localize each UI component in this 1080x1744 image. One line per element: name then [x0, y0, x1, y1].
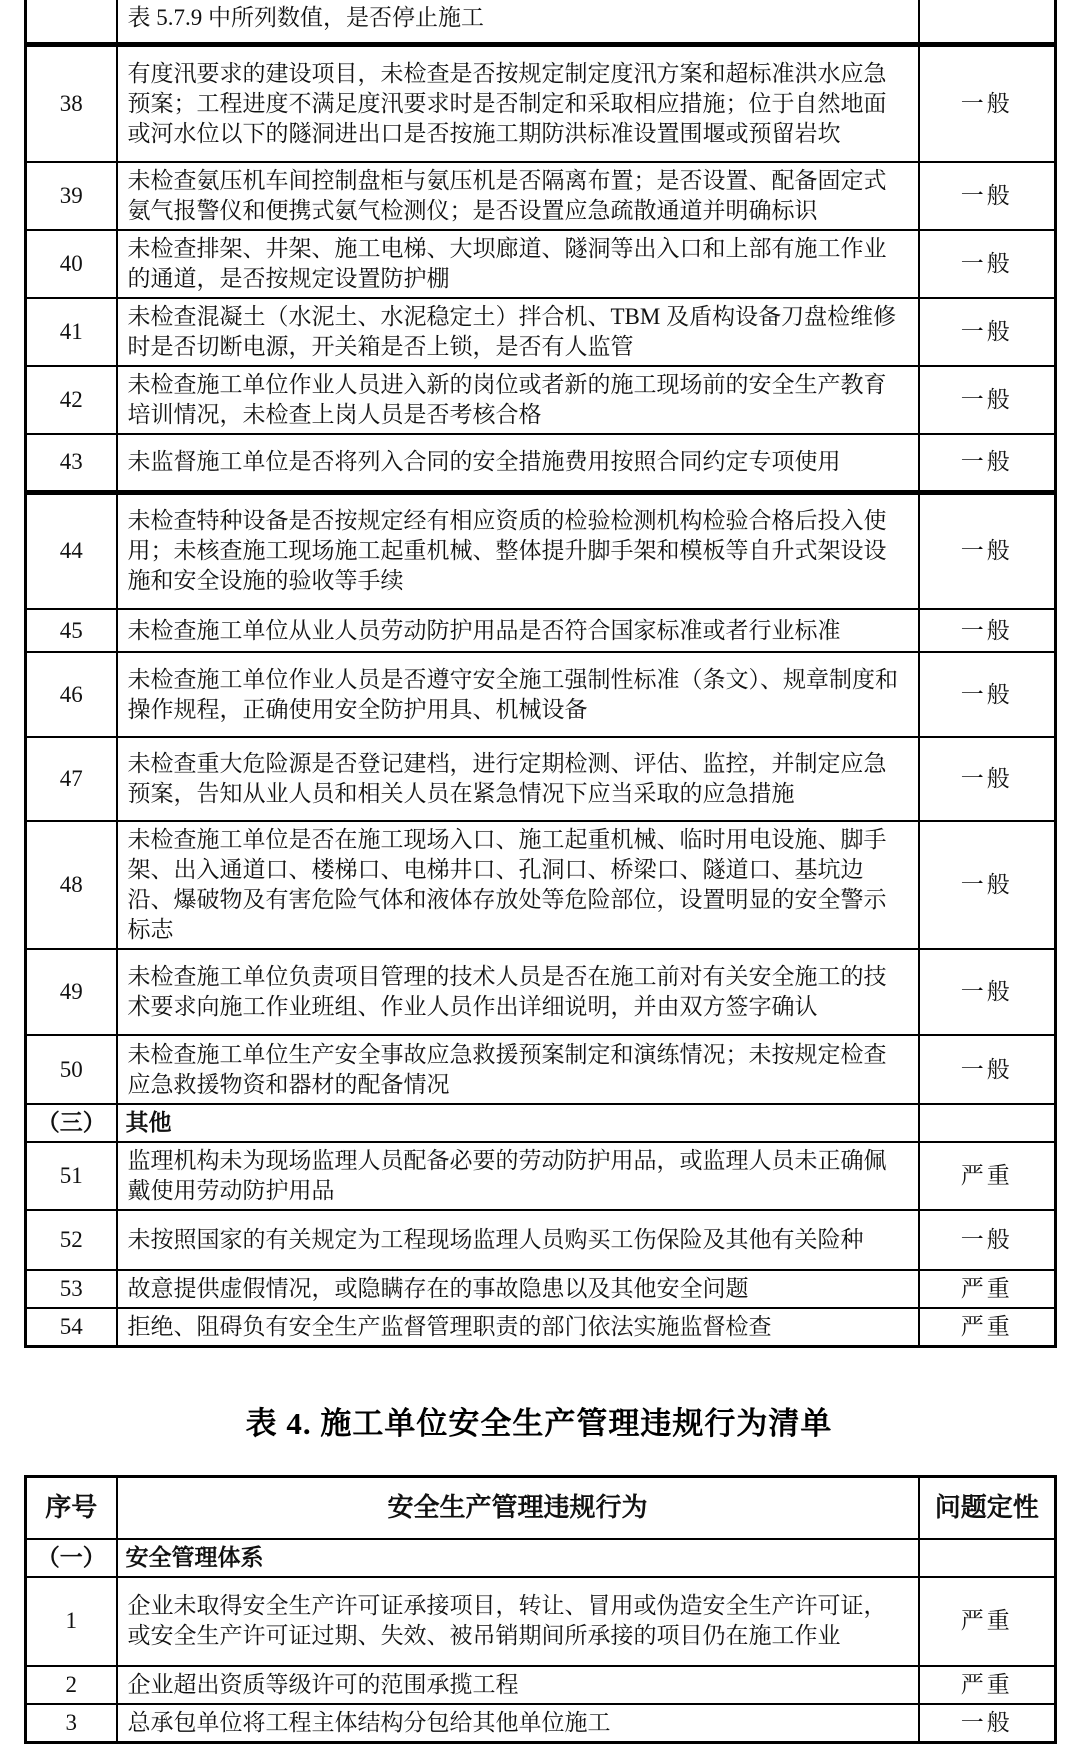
row-number-cell: 38 — [26, 44, 117, 162]
construction-unit-violations-table — [24, 1475, 1057, 1744]
row-number-cell: 47 — [26, 737, 117, 821]
row-number-cell: 2 — [26, 1666, 117, 1704]
header-number: 序号 — [26, 1477, 117, 1539]
violation-text-cell: 未按照国家的有关规定为工程现场监理人员购买工伤保险及其他有关险种 — [117, 1210, 919, 1270]
severity-cell: 一般 — [919, 434, 1056, 492]
severity-cell: 严重 — [919, 1577, 1056, 1666]
table-row-2 — [26, 1666, 1056, 1704]
severity-cell: 一般 — [919, 1035, 1056, 1104]
violation-text-cell: 未监督施工单位是否将列入合同的安全措施费用按照合同约定专项使用 — [117, 434, 919, 492]
violation-text-cell: 未检查施工单位作业人员是否遵守安全施工强制性标准（条文）、规章制度和操作规程，正确使用安全防护用具、机械设备 — [117, 652, 919, 737]
severity-cell: 严重 — [919, 1308, 1056, 1347]
severity-cell: 一般 — [919, 949, 1056, 1035]
table-row-48 — [26, 821, 1056, 949]
severity-cell — [919, 1104, 1056, 1142]
severity-cell: 一般 — [919, 821, 1056, 949]
violation-text-cell: 未检查混凝土（水泥土、水泥稳定土）拌合机、TBM 及盾构设备刀盘检维修时是否切断电源，开关箱是否上锁，是否有人监管 — [117, 298, 919, 366]
severity-cell: 一般 — [919, 298, 1056, 366]
violation-text-cell: 拒绝、阻碍负有安全生产监督管理职责的部门依法实施监督检查 — [117, 1308, 919, 1347]
table-row-41 — [26, 298, 1056, 366]
violation-text-cell: 未检查施工单位生产安全事故应急救援预案制定和演练情况；未按规定检查应急救援物资和器材的配备情况 — [117, 1035, 919, 1104]
violation-text-cell: 未检查氨压机车间控制盘柜与氨压机是否隔离布置；是否设置、配备固定式氨气报警仪和便携式氨气检测仪；是否设置应急疏散通道并明确标识 — [117, 162, 919, 230]
row-number-cell: 44 — [26, 492, 117, 609]
section-row-safety-management-system — [26, 1539, 1056, 1577]
row-number-cell: 53 — [26, 1270, 117, 1308]
severity-cell: 一般 — [919, 44, 1056, 162]
table-row-45 — [26, 609, 1056, 652]
row-number-cell: 43 — [26, 434, 117, 492]
table-row-43 — [26, 434, 1056, 492]
table-row-39 — [26, 162, 1056, 230]
severity-cell: 严重 — [919, 1142, 1056, 1210]
section-row-others — [26, 1104, 1056, 1142]
table-row-49 — [26, 949, 1056, 1035]
section-label-cell: 其他 — [117, 1104, 919, 1142]
section-number-cell: （一） — [26, 1539, 117, 1577]
severity-cell: 严重 — [919, 1666, 1056, 1704]
row-number-cell: 52 — [26, 1210, 117, 1270]
table-row-52 — [26, 1210, 1056, 1270]
violation-text-cell: 企业未取得安全生产许可证承接项目，转让、冒用或伪造安全生产许可证，或安全生产许可证过期、失效、被吊销期间所承接的项目仍在施工作业 — [117, 1577, 919, 1666]
severity-cell: 一般 — [919, 366, 1056, 434]
row-number-cell: 41 — [26, 298, 117, 366]
violation-text-cell: 监理机构未为现场监理人员配备必要的劳动防护用品，或监理人员未正确佩戴使用劳动防护用品 — [117, 1142, 919, 1210]
violation-text-cell: 未检查排架、井架、施工电梯、大坝廊道、隧洞等出入口和上部有施工作业的通道，是否按规定设置防护棚 — [117, 230, 919, 298]
violation-text-cell: 未检查施工单位从业人员劳动防护用品是否符合国家标准或者行业标准 — [117, 609, 919, 652]
row-number-cell: 51 — [26, 1142, 117, 1210]
violation-text-cell: 总承包单位将工程主体结构分包给其他单位施工 — [117, 1704, 919, 1743]
violation-text-cell: 表 5.7.9 中所列数值，是否停止施工 — [117, 0, 919, 44]
violation-text-cell: 未检查重大危险源是否登记建档，进行定期检测、评估、监控，并制定应急预案，告知从业人员和相关人员在紧急情况下应当采取的应急措施 — [117, 737, 919, 821]
violation-text-cell: 企业超出资质等级许可的范围承揽工程 — [117, 1666, 919, 1704]
table-row-47 — [26, 737, 1056, 821]
table-header-row — [26, 1477, 1056, 1539]
severity-cell: 一般 — [919, 737, 1056, 821]
row-number-cell: 48 — [26, 821, 117, 949]
table-row-37-continued — [26, 0, 1056, 44]
table-row-44 — [26, 492, 1056, 609]
table-row-46 — [26, 652, 1056, 737]
violation-text-cell: 未检查施工单位负责项目管理的技术人员是否在施工前对有关安全施工的技术要求向施工作业班组、作业人员作出详细说明，并由双方签字确认 — [117, 949, 919, 1035]
supervision-violations-table — [24, 0, 1057, 1348]
table-row-40 — [26, 230, 1056, 298]
table-row-51 — [26, 1142, 1056, 1210]
violation-text-cell: 未检查施工单位是否在施工现场入口、施工起重机械、临时用电设施、脚手架、出入通道口、楼梯口、电梯井口、孔洞口、桥梁口、隧道口、基坑边沿、爆破物及有害危险气体和液体存放处等危险部位，设置明显的安全警示标志 — [117, 821, 919, 949]
violation-text-cell: 故意提供虚假情况，或隐瞒存在的事故隐患以及其他安全问题 — [117, 1270, 919, 1308]
severity-cell: 一般 — [919, 162, 1056, 230]
header-problem-classification: 问题定性 — [919, 1477, 1056, 1539]
severity-cell: 一般 — [919, 609, 1056, 652]
table-row-50 — [26, 1035, 1056, 1104]
table4-title: 表 4. 施工单位安全生产管理违规行为清单 — [245, 1406, 833, 1441]
table-row-53 — [26, 1270, 1056, 1308]
row-number-cell — [26, 0, 117, 44]
row-number-cell: 42 — [26, 366, 117, 434]
severity-cell: 一般 — [919, 1704, 1056, 1743]
severity-cell: 一般 — [919, 1210, 1056, 1270]
severity-cell: 严重 — [919, 1270, 1056, 1308]
severity-cell: 一般 — [919, 230, 1056, 298]
table-row-54 — [26, 1308, 1056, 1347]
row-number-cell: 45 — [26, 609, 117, 652]
violation-text-cell: 有度汛要求的建设项目，未检查是否按规定制定度汛方案和超标准洪水应急预案；工程进度不满足度汛要求时是否制定和采取相应措施；位于自然地面或河水位以下的隧洞进出口是否按施工期防洪标准设置围堰或预留岩坎 — [117, 44, 919, 162]
table-row-3 — [26, 1704, 1056, 1743]
severity-cell: 一般 — [919, 492, 1056, 609]
row-number-cell: 40 — [26, 230, 117, 298]
header-violation-behavior: 安全生产管理违规行为 — [117, 1477, 919, 1539]
severity-cell: 一般 — [919, 652, 1056, 737]
violation-text-cell: 未检查施工单位作业人员进入新的岗位或者新的施工现场前的安全生产教育培训情况，未检查上岗人员是否考核合格 — [117, 366, 919, 434]
severity-cell — [919, 0, 1056, 44]
table-row-1 — [26, 1577, 1056, 1666]
section-label-cell: 安全管理体系 — [117, 1539, 919, 1577]
violation-text-cell: 未检查特种设备是否按规定经有相应资质的检验检测机构检验合格后投入使用；未核查施工现场施工起重机械、整体提升脚手架和模板等自升式架设设施和安全设施的验收等手续 — [117, 492, 919, 609]
table-row-38 — [26, 44, 1056, 162]
row-number-cell: 50 — [26, 1035, 117, 1104]
row-number-cell: 3 — [26, 1704, 117, 1743]
row-number-cell: 46 — [26, 652, 117, 737]
row-number-cell: 49 — [26, 949, 117, 1035]
severity-cell — [919, 1539, 1056, 1577]
table-row-42 — [26, 366, 1056, 434]
row-number-cell: 1 — [26, 1577, 117, 1666]
row-number-cell: 39 — [26, 162, 117, 230]
section-number-cell: （三） — [26, 1104, 117, 1142]
row-number-cell: 54 — [26, 1308, 117, 1347]
